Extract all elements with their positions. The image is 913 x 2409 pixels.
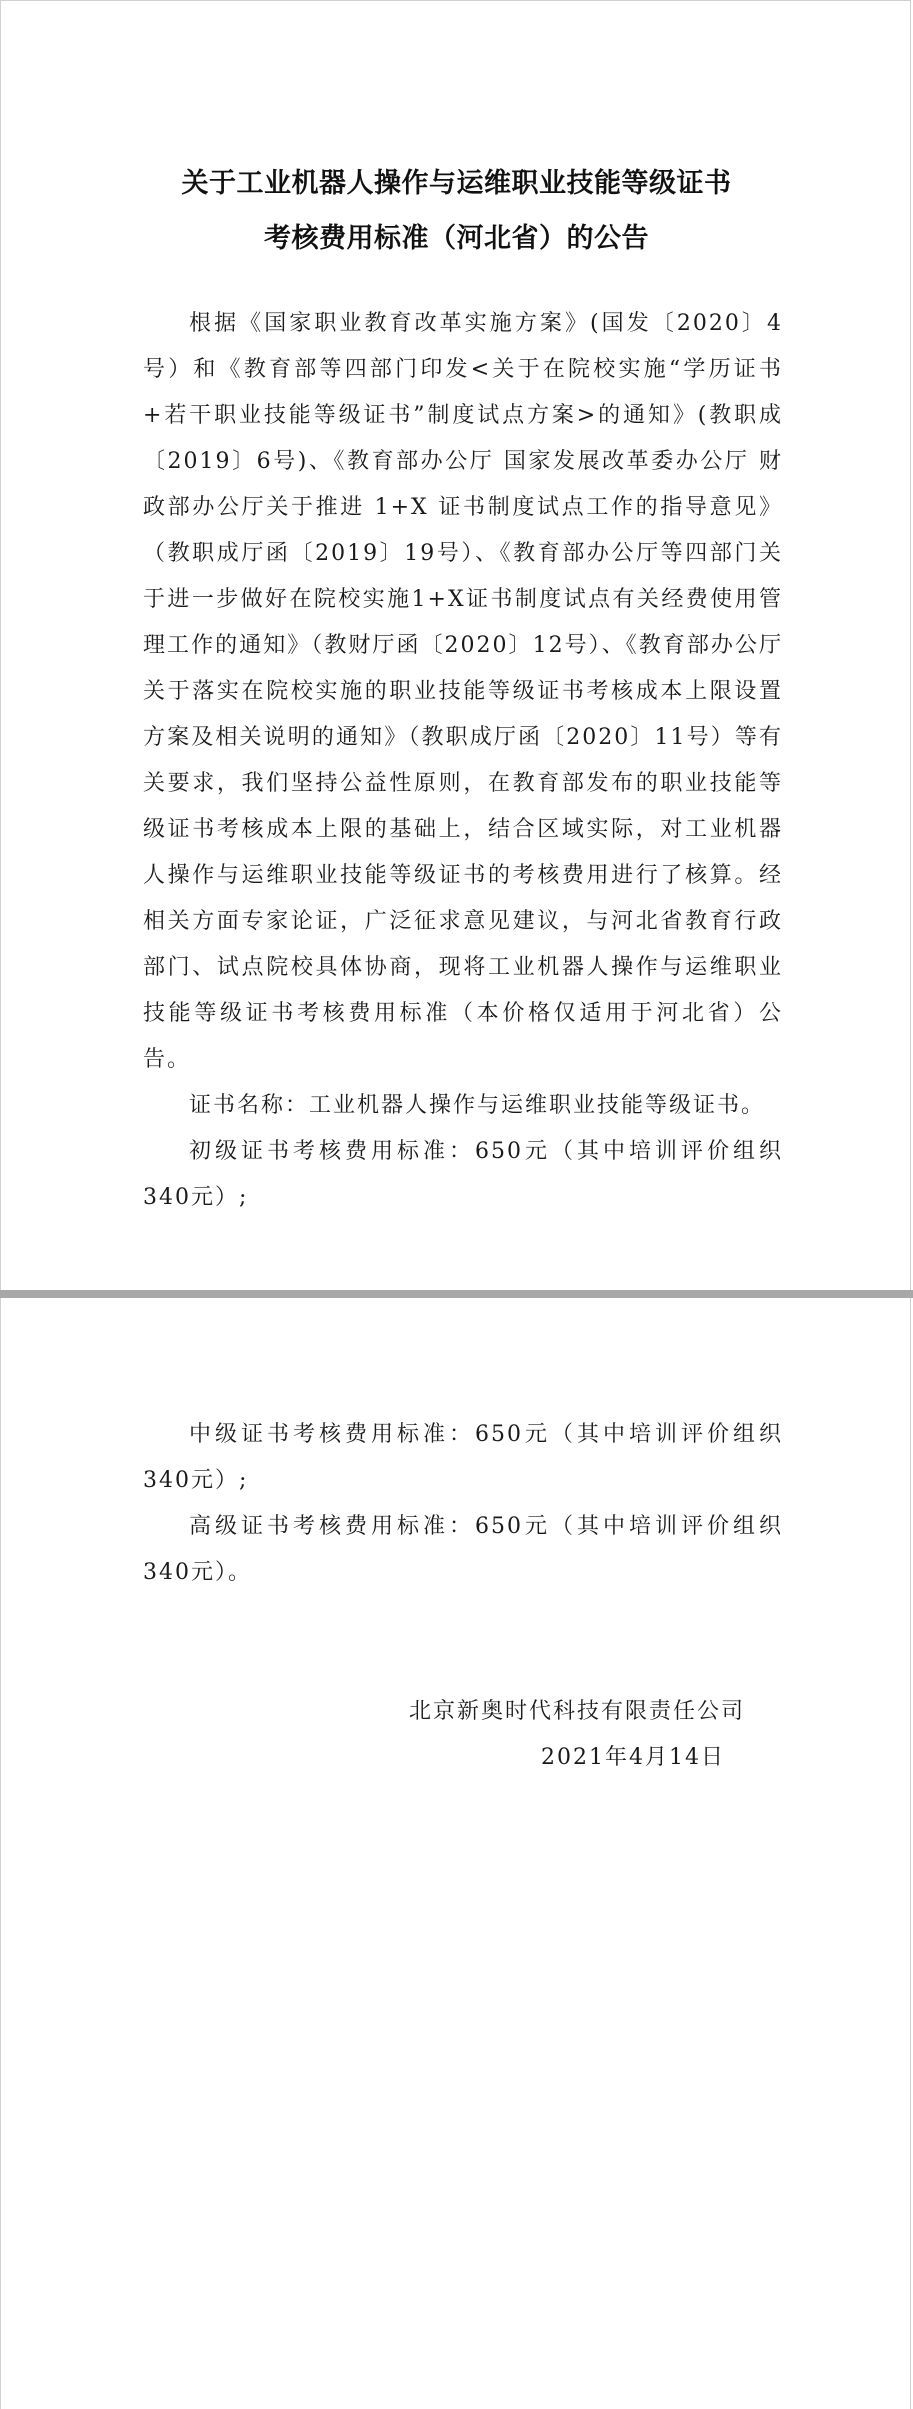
certificate-name-paragraph: 证书名称：工业机器人操作与运维职业技能等级证书。 bbox=[189, 1093, 766, 1118]
primary-fee-paragraph: 初级证书考核费用标准：650元（其中培训评价组织340元）; bbox=[143, 1139, 783, 1210]
intro-paragraph: 根据《国家职业教育改革实施方案》(国发〔2020〕4号）和《教育部等四部门印发<关于在院校实施“学历证书+若干职业技能等级证书”制度试点方案>的通知》(教职成〔2019〕6号)、《教育部办公厅 国家发展改革委办公厅 财政部办公厅关于推进 1+X 证书制度试点工作的指导意见》（教职成厅函〔2019〕19号）、《教育部办公厅等四部门关于进一步做好在院校实施1+X证书制度试点有关经费使用管理工作的通知》（教财厅函〔2020〕12号）、《教育部办公厅关于落实在院校实施的职业技能等级证书考核成本上限设置方案及相关说明的通知》（教职成厅函〔2020〕11号）等有关要求，我们坚持公益性原则，在教育部发布的职业技能等级证书考核成本上限的基础上，结合区域实际，对工业机器人操作与运维职业技能等级证书的考核费用进行了核算。经相关方面专家论证，广泛征求意见建议，与河北省教育行政部门、试点院校具体协商，现将工业机器人操作与运维职业技能等级证书考核费用标准（本价格仅适用于河北省）公告。 bbox=[143, 311, 783, 1072]
document-page-2 bbox=[0, 1298, 911, 2409]
intermediate-fee-paragraph: 中级证书考核费用标准：650元（其中培训评价组织340元）; bbox=[143, 1422, 783, 1493]
signature-date: 2021年4月14日 bbox=[541, 1745, 725, 1770]
document-title-line-2: 考核费用标准（河北省）的公告 bbox=[264, 223, 649, 254]
page-2-body bbox=[143, 1412, 783, 1596]
page-separator bbox=[0, 1290, 913, 1298]
advanced-fee-paragraph: 高级证书考核费用标准：650元（其中培训评价组织340元）。 bbox=[143, 1514, 783, 1585]
page-1-body bbox=[143, 301, 783, 1221]
document-title-line-1: 关于工业机器人操作与运维职业技能等级证书 bbox=[181, 168, 732, 199]
signature-company: 北京新奥时代科技有限责任公司 bbox=[409, 1699, 746, 1724]
